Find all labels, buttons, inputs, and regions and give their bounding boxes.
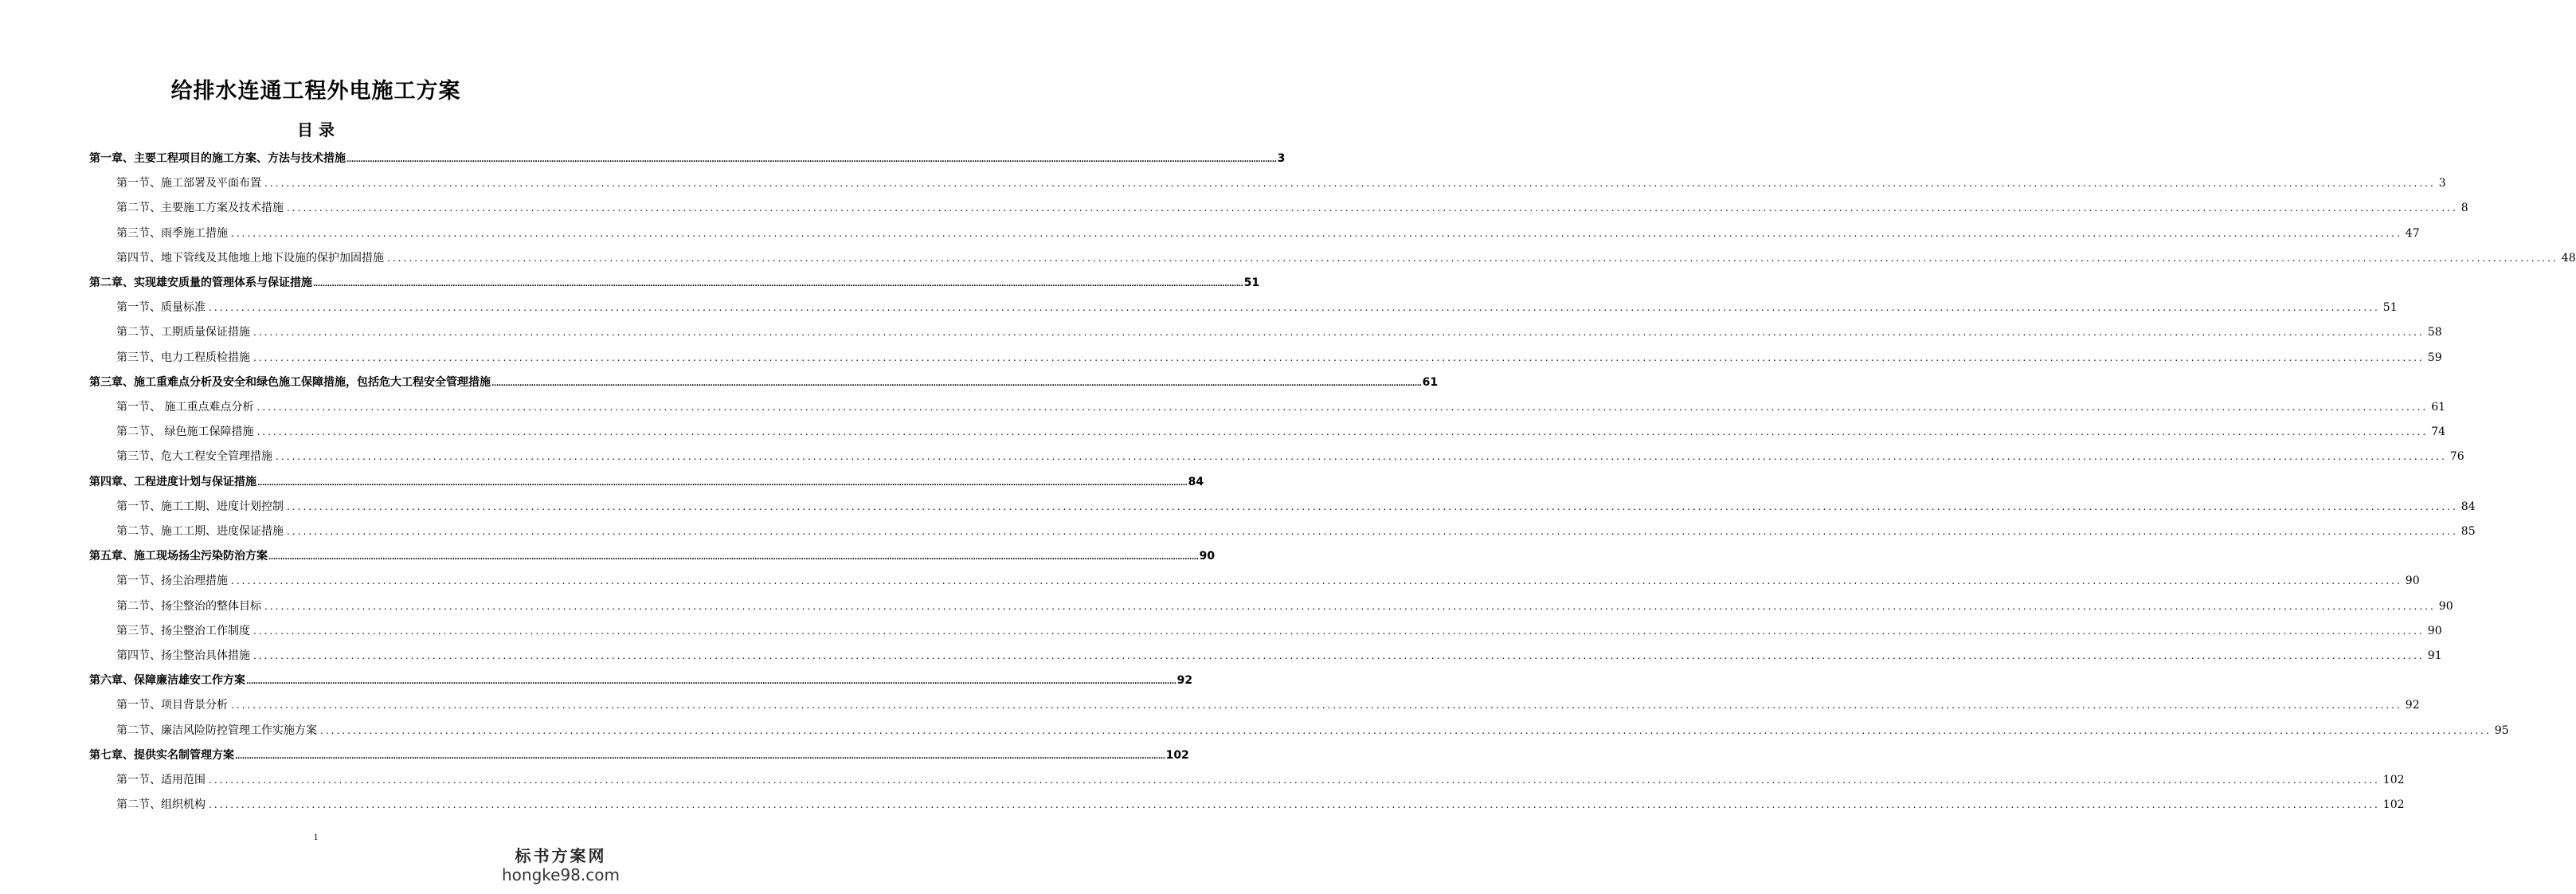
toc-entry-label: 第七章、提供实名制管理方案: [89, 748, 234, 762]
toc-entry-label: 第二节、工期质量保证措施: [116, 326, 250, 339]
toc-entry-page: 90: [2438, 599, 2453, 613]
toc-section-entry[interactable]: [116, 771, 2405, 787]
toc-leader-dots: ................................................................................................................................................................................................................................................................................................................................................................................................................: [235, 752, 1165, 761]
toc-entry-page: 90: [2427, 624, 2442, 637]
toc-section-entry[interactable]: [116, 696, 2420, 712]
toc-entry-label: 第三节、电力工程质检措施: [116, 351, 250, 364]
toc-leader-dots: ................................................................................................................................................................................................................................................................................................................................................................................................................: [287, 500, 2458, 512]
toc-entry-page: 102: [1165, 748, 1189, 762]
toc-entry-label: 第一节、质量标准: [116, 301, 206, 315]
toc-leader-dots: ................................................................................................................................................................................................................................................................................................................................................................................................................: [256, 426, 2429, 438]
toc-leader-dots: ................................................................................................................................................................................................................................................................................................................................................................................................................: [253, 625, 2425, 637]
toc-section-entry[interactable]: [116, 299, 2398, 315]
toc-entry-label: 第二节、廉洁风险防控管理工作实施方案: [116, 723, 317, 737]
toc-entry-label: 第一节、项目背景分析: [116, 699, 228, 712]
toc-chapter-entry[interactable]: [89, 672, 1193, 688]
toc-leader-dots: ................................................................................................................................................................................................................................................................................................................................................................................................................: [209, 302, 2380, 314]
toc-section-entry[interactable]: [116, 523, 2476, 539]
toc-section-entry[interactable]: [116, 622, 2442, 638]
toc-entry-label: 第一节、适用范围: [116, 774, 206, 786]
toc-leader-dots: ................................................................................................................................................................................................................................................................................................................................................................................................................: [276, 451, 2447, 463]
toc-entry-label: 第一节、施工部署及平面布置: [116, 177, 261, 190]
toc-entry-label: 第六章、保障廉洁雄安工作方案: [89, 674, 245, 688]
toc-entry-label: 第一节、扬尘治理措施: [116, 574, 228, 588]
toc-chapter-entry[interactable]: [89, 150, 1286, 166]
toc-leader-dots: ................................................................................................................................................................................................................................................................................................................................................................................................................: [231, 700, 2402, 712]
toc-section-entry[interactable]: [116, 448, 2464, 464]
toc-leader-dots: ................................................................................................................................................................................................................................................................................................................................................................................................................: [387, 252, 2558, 264]
toc-entry-page: 84: [1188, 475, 1204, 488]
toc-chapter-entry[interactable]: [89, 374, 1439, 390]
toc-leader-dots: ................................................................................................................................................................................................................................................................................................................................................................................................................: [209, 799, 2380, 811]
toc-leader-dots: ................................................................................................................................................................................................................................................................................................................................................................................................................: [287, 202, 2458, 214]
toc-leader-dots: ................................................................................................................................................................................................................................................................................................................................................................................................................: [257, 479, 1188, 488]
toc-entry-page: 102: [2382, 798, 2405, 812]
page-number: 1: [313, 831, 319, 842]
toc-entry-page: 76: [2449, 450, 2464, 464]
toc-entry-label: 第三节、雨季施工措施: [116, 226, 228, 240]
toc-leader-dots: ................................................................................................................................................................................................................................................................................................................................................................................................................: [346, 156, 1277, 164]
toc-section-entry[interactable]: [116, 398, 2446, 414]
toc-leader-dots: ................................................................................................................................................................................................................................................................................................................................................................................................................: [231, 227, 2402, 239]
toc-entry-label: 第二节、施工工期、进度保证措施: [116, 525, 284, 538]
toc-section-entry[interactable]: [116, 174, 2446, 190]
toc-leader-dots: ................................................................................................................................................................................................................................................................................................................................................................................................................: [231, 575, 2402, 587]
toc-leader-dots: ................................................................................................................................................................................................................................................................................................................................................................................................................: [320, 724, 2492, 736]
toc-leader-dots: ................................................................................................................................................................................................................................................................................................................................................................................................................: [253, 351, 2425, 363]
toc-section-entry[interactable]: [116, 722, 2509, 738]
toc-section-entry[interactable]: [116, 598, 2453, 614]
toc-chapter-entry[interactable]: [89, 547, 1216, 563]
toc-entry-label: 第三节、危大工程安全管理措施: [116, 450, 272, 464]
toc-section-entry[interactable]: [116, 423, 2446, 439]
toc-section-entry[interactable]: [116, 199, 2468, 215]
toc-entry-page: 92: [2405, 699, 2420, 712]
toc-entry-page: 59: [2427, 351, 2442, 364]
toc-entry-label: 第一章、主要工程项目的施工方案、方法与技术措施: [89, 152, 346, 165]
toc-chapter-entry[interactable]: [89, 274, 1260, 290]
toc-entry-page: 47: [2405, 226, 2420, 240]
watermark-logo: [501, 846, 621, 884]
toc-entry-label: 第二节、组织机构: [116, 798, 206, 812]
toc-section-entry[interactable]: [116, 225, 2420, 241]
toc-leader-dots: ................................................................................................................................................................................................................................................................................................................................................................................................................: [491, 379, 1422, 388]
toc-entry-label: 第五章、施工现场扬尘污染防治方案: [89, 550, 268, 563]
toc-entry-page: 90: [2405, 574, 2420, 588]
toc-entry-label: 第三章、施工重难点分析及安全和绿色施工保障措施，包括危大工程安全管理措施: [89, 375, 491, 389]
toc-leader-dots: ................................................................................................................................................................................................................................................................................................................................................................................................................: [287, 526, 2458, 537]
toc-entry-label: 第二节、 绿色施工保障措施: [116, 425, 254, 439]
document-title: 给排水连通工程外电施工方案: [170, 79, 461, 104]
toc-leader-dots: ................................................................................................................................................................................................................................................................................................................................................................................................................: [256, 402, 2429, 413]
toc-entry-page: 92: [1176, 674, 1193, 688]
toc-entry-page: 58: [2427, 326, 2442, 339]
toc-entry-label: 第二节、主要施工方案及技术措施: [116, 202, 284, 215]
toc-chapter-entry[interactable]: [89, 747, 1189, 763]
toc-entry-page: 74: [2431, 425, 2446, 439]
toc-section-entry[interactable]: [116, 647, 2442, 663]
toc-entry-label: 第四节、扬尘整治具体措施: [116, 649, 250, 662]
toc-entry-label: 第一节、 施工重点难点分析: [116, 401, 254, 414]
toc-leader-dots: ................................................................................................................................................................................................................................................................................................................................................................................................................: [246, 678, 1176, 687]
toc-section-entry[interactable]: [116, 349, 2442, 365]
toc-leader-dots: ................................................................................................................................................................................................................................................................................................................................................................................................................: [313, 280, 1243, 288]
watermark-url: hongke98.com: [502, 865, 620, 884]
toc-entry-page: 84: [2461, 500, 2476, 513]
toc-entry-page: 61: [1422, 375, 1439, 389]
toc-entry-page: 102: [2382, 774, 2405, 786]
toc-entry-label: 第四章、工程进度计划与保证措施: [89, 475, 256, 488]
toc-entry-label: 第一节、施工工期、进度计划控制: [116, 500, 284, 513]
toc-entry-page: 85: [2461, 525, 2476, 538]
toc-leader-dots: ................................................................................................................................................................................................................................................................................................................................................................................................................: [209, 774, 2380, 786]
toc-entry-page: 95: [2494, 723, 2509, 737]
toc-section-entry[interactable]: [116, 323, 2442, 339]
toc-entry-page: 61: [2431, 401, 2446, 414]
toc-entry-label: 第四节、地下管线及其他地上地下设施的保护加固措施: [116, 251, 384, 265]
toc-entry-page: 8: [2461, 202, 2468, 215]
toc-entry-label: 第二节、扬尘整治的整体目标: [116, 599, 261, 613]
watermark-text: 标书方案网: [515, 846, 607, 865]
toc-section-entry[interactable]: [116, 796, 2405, 812]
toc-leader-dots: ................................................................................................................................................................................................................................................................................................................................................................................................................: [253, 650, 2425, 661]
toc-entry-label: 第二章、实现雄安质量的管理体系与保证措施: [89, 276, 312, 289]
toc-section-entry[interactable]: [116, 572, 2420, 588]
toc-leader-dots: ................................................................................................................................................................................................................................................................................................................................................................................................................: [268, 554, 1199, 563]
toc-entry-page: 51: [1243, 276, 1260, 289]
toc-heading: 目 录: [297, 120, 335, 139]
toc-entry-page: 91: [2427, 649, 2442, 662]
toc-entry-label: 第三节、扬尘整治工作制度: [116, 624, 250, 637]
toc-entry-page: 3: [1277, 152, 1286, 165]
toc-entry-page: 51: [2382, 301, 2398, 315]
toc-leader-dots: ................................................................................................................................................................................................................................................................................................................................................................................................................: [253, 327, 2425, 339]
toc-section-entry[interactable]: [116, 249, 2576, 265]
toc-chapter-entry[interactable]: [89, 473, 1204, 489]
toc-leader-dots: ................................................................................................................................................................................................................................................................................................................................................................................................................: [264, 178, 2436, 190]
toc-section-entry[interactable]: [116, 498, 2476, 514]
toc-entry-page: 48: [2561, 251, 2576, 265]
toc-leader-dots: ................................................................................................................................................................................................................................................................................................................................................................................................................: [264, 600, 2436, 612]
toc-entry-page: 90: [1199, 550, 1216, 563]
toc-entry-page: 3: [2438, 177, 2446, 190]
